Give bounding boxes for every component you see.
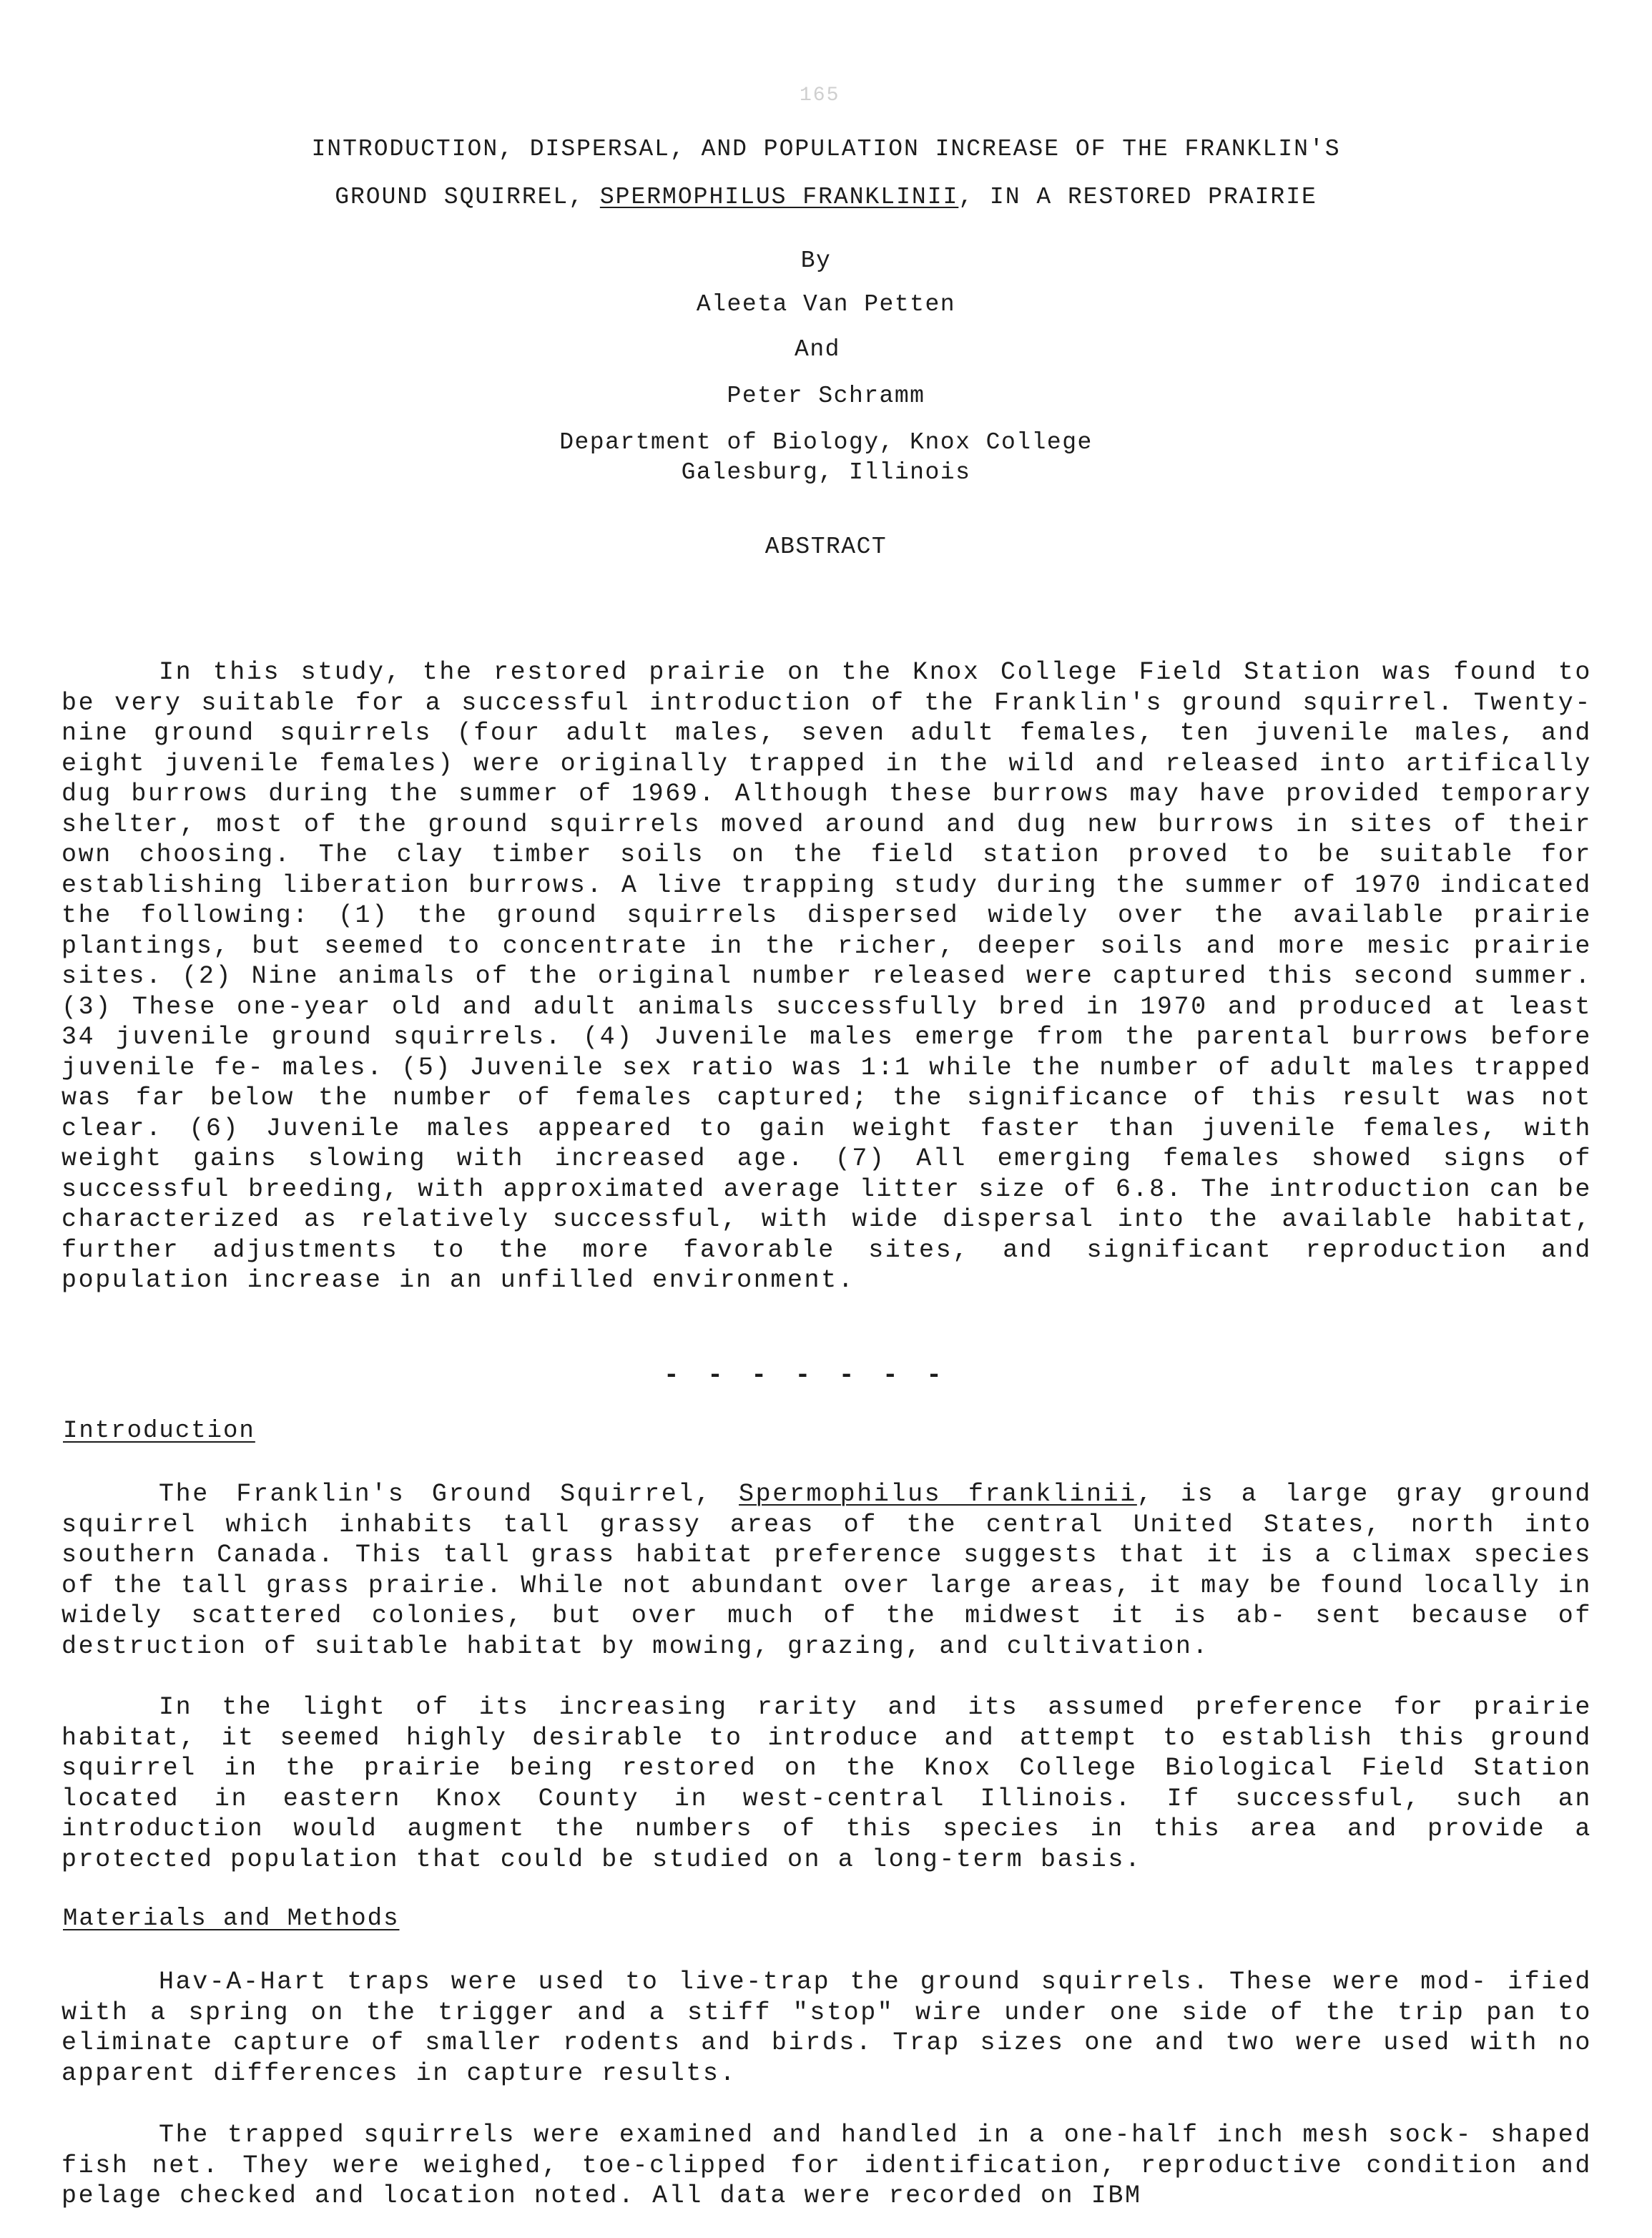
title-line-2 [0,184,1652,210]
intro-p2-text: In the light of its increasing rarity and its assumed preference for prairie habitat, it seemed highly desirable to introduce and attempt to establish this ground squirrel in the prairie being restored on the Knox College Biological Field Station located in eastern Knox County in west-central Illinois. If successful, such an introduction would augment the numbers of this species in this area and provide a protected population that could be studied on a long-term basis. [62,1693,1592,1874]
methods-heading: Materials and Methods [63,1905,400,1933]
abstract-text: In this study, the restored prairie on the Knox College Field Station was found to be very suitable for a successful introduction of the Franklin's ground squirrel. Twenty-nine ground squirrels (four adult males, seven adult females, ten juvenile males, and eight juvenile females) were originally trapped in the wild and released into artifically dug burrows during the summer of 1969. Although these burrows may have provided temporary shelter, most of the ground squirrels moved around and dug new burrows in sites of their own choosing. The clay timber soils on the field station proved to be suitable for establishing liberation burrows. A live trapping study during the summer of 1970 indicated the following: (1) the ground squirrels dispersed widely over the available prairie plantings, but seemed to concentrate in the richer, deeper soils and more mesic prairie sites. (2) Nine animals of the original number released were captured this second summer. (3) These one-year old and adult animals successfully bred in 1970 and produced at least 34 juvenile ground squirrels. (4) Juvenile males emerge from the parental burrows before juvenile fe- males. (5) Juvenile sex ratio was 1:1 while the number of adult males trapped was far below the number of females captured; the significance of this result was not clear. (6) Juvenile males appeared to gain weight faster than juvenile females, with weight gains slowing with increased age. (7) All emerging females showed signs of successful breeding, with approximated average litter size of 6.8. The introduction can be characterized as relatively successful, with wide dispersal into the available habitat, further adjustments to the more favorable sites, and significant reproduction and population increase in an unfilled environment. [62,658,1592,1295]
introduction-paragraph-2 [62,1692,1592,1875]
intro-species-name: Spermophilus franklinii [739,1480,1137,1508]
title-line-1: INTRODUCTION, DISPERSAL, AND POPULATION INCREASE OF THE FRANKLIN'S [311,136,1341,162]
title-species-name: SPERMOPHILUS FRANKLINII [599,184,959,210]
title-line-2-pre: GROUND SQUIRREL, [335,184,600,210]
methods-p2-text: The trapped squirrels were examined and handled in a one-half inch mesh sock- shaped fish net. They were weighed, toe-clipped for identification, reproductive condition and pelage checked and location noted. All data were recorded on IBM [62,2121,1592,2210]
methods-p1-text: Hav-A-Hart traps were used to live-trap the ground squirrels. These were mod- ified with a spring on the trigger and a stiff "stop" wire under one side of the trip pan to eliminate capture of smaller rodents and birds. Trap sizes one and two were used with no apparent differences in capture results. [62,1968,1592,2088]
intro-p1-post: , is a large gray ground squirrel which inhabits tall grassy areas of the central United States, north into southern Canada. This tall grass habitat preference suggests that it is a climax species of the tall grass prairie. While not abundant over large areas, it may be found locally in widely scattered colonies, but over much of the midwest it is ab- sent because of destruction of suitable habitat by mowing, grazing, and cultivation. [62,1480,1592,1661]
methods-paragraph-2 [62,2120,1592,2212]
title-line-2-post: , IN A RESTORED PRAIRIE [958,184,1317,210]
byline-by: By [800,247,832,274]
introduction-heading: Introduction [63,1418,255,1445]
intro-p1-pre: The Franklin's Ground Squirrel, [159,1480,739,1508]
author-2: Peter Schramm [727,383,925,409]
abstract-heading: ABSTRACT [764,534,888,560]
section-separator: - - - - - - - [664,1360,948,1390]
introduction-paragraph-1 [62,1479,1592,1662]
affiliation-department: Department of Biology, Knox College [559,429,1093,456]
page-number: 165 [800,84,840,107]
byline-and: And [795,336,840,363]
abstract-paragraph [62,657,1592,1296]
affiliation-city: Galesburg, Illinois [681,459,971,486]
author-1: Aleeta Van Petten [696,291,956,318]
methods-paragraph-1 [62,1967,1592,2089]
